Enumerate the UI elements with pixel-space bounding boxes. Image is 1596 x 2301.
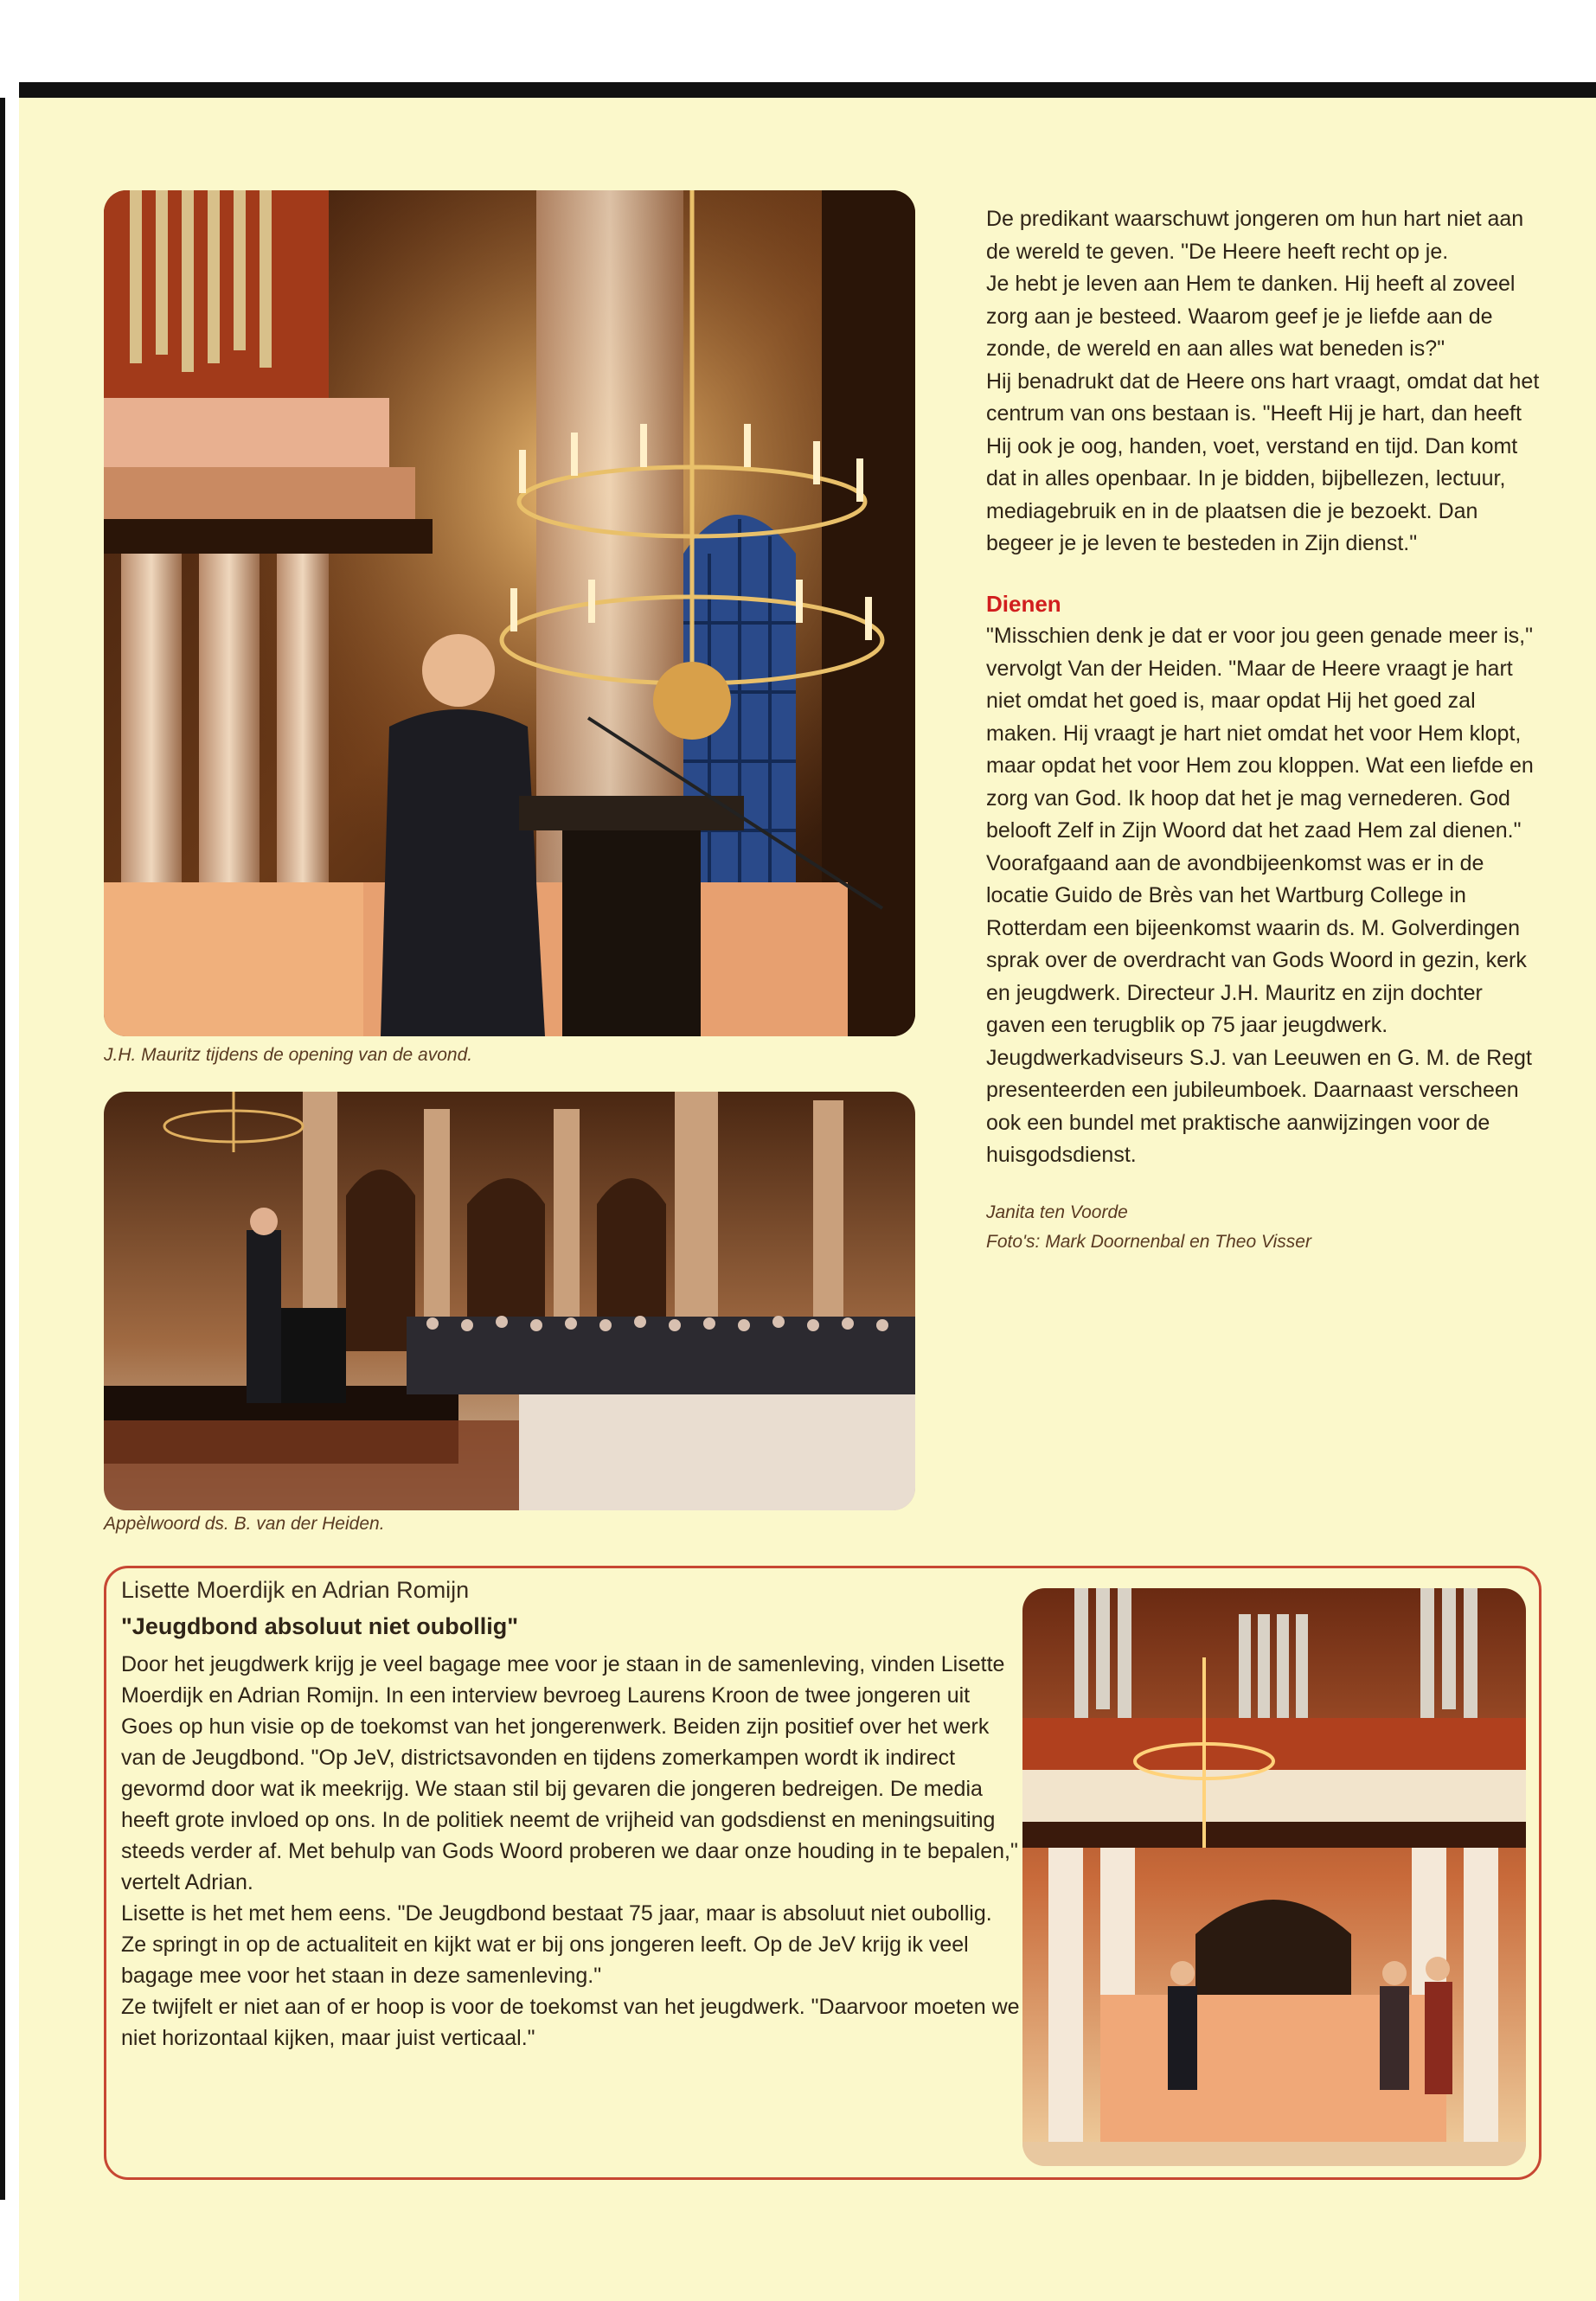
page-edge-shadow [0,98,5,2200]
article-paragraph: "Misschien denk je dat er voor jou geen genade meer is," vervolgt Van der Heiden. "Maar de Heere vraagt je hart niet omdat het goed is, maar opdat Hij het goed zal maken. Hij vraagt je hart niet omdat het voor Hem klopt, maar opdat het voor Hem zou kloppen. Wat een liefde en zorg van God. Ik hoop dat het je mag vernederen. God belooft Zelf in Zijn Woord dat het zaad Hem zal dienen." [986,624,1534,843]
photo1-caption: J.H. Mauritz tijdens de opening van de avond. [104,1045,473,1065]
section-heading: Dienen [986,590,1061,617]
interview-paragraph: Lisette is het met hem eens. "De Jeugdbond bestaat 75 jaar, maar is absoluut niet oubollig. Ze springt in op de actualiteit en kijkt wat er bij ons jongeren leeft. Op de JeV krijg ik veel bagage mee voor het staan in deze samenleving." [121,1901,992,1988]
article-paragraph: De predikant waarschuwt jongeren om hun hart niet aan de wereld te geven. "De Heere heeft recht op je. [986,207,1524,264]
photo-credit: Foto's: Mark Doornenbal en Theo Visser [986,1231,1311,1252]
article-paragraph: Je hebt je leven aan Hem te danken. Hij heeft al zoveel zorg aan je besteed. Waarom geef je je liefde aan de zonde, de wereld en aan alles wat beneden is?" [986,272,1516,361]
article-paragraph: Voorafgaand aan de avondbijeenkomst was er in de locatie Guido de Brès van het Wartburg College in Rotterdam een bijeenkomst waarin ds. M. Golverdingen sprak over de overdracht van Gods Woord in gezin, kerk en jeugdwerk. Directeur J.H. Mauritz en zijn dochter gaven een terugblik op 75 jaar jeugdwerk. Jeugdwerkadviseurs S.J. van Leeuwen en G. M. de Regt presenteerden een jubileumboek. Daarnaast verscheen ook een bundel met praktische aanwijzingen voor de huisgodsdienst. [986,850,1532,1167]
author-credit: Janita ten Voorde [986,1202,1128,1222]
interview-kicker: Lisette Moerdijk en Adrian Romijn [121,1577,470,1603]
interview-paragraph: Ze twijfelt er niet aan of er hoop is voor de toekomst van het jeugdwerk. "Daarvoor moeten we niet horizontaal kijken, maar juist verticaal." [121,1995,1020,2050]
photo2-caption: Appèlwoord ds. B. van der Heiden. [104,1514,385,1534]
interview-title: "Jeugdbond absoluut niet oubollig" [121,1613,519,1639]
photo-organ-interview [1022,1588,1526,2166]
article-paragraph: Hij benadrukt dat de Heere ons hart vraagt, omdat dat het centrum van ons bestaan is. "Heeft Hij je hart, dan heeft Hij ook je oog, handen, voet, verstand en tijd. Dan komt dat in alles openbaar. In je bidden, bijbellezen, lectuur, mediagebruik en in de plaatsen die je bezoekt. Dan begeer je je leven te besteden in Zijn dienst." [986,369,1540,555]
article-column [986,203,1540,1257]
interview-paragraph: Door het jeugdwerk krijg je veel bagage mee voor je staan in de samenleving, vinden Lisette Moerdijk en Adrian Romijn. In een interview bevroeg Laurens Kroon de twee jongeren uit Goes op hun visie op de toekomst van het jongerenwerk. Beiden zijn positief over het werk van de Jeugdbond. "Op JeV, districtsavonden en tijdens zomerkampen wordt ik indirect gevormd door wat ik meekrijg. We staan stil bij gevaren die jongeren bedreigen. De media heeft grote invloed op ons. In de politiek neemt de vrijheid van godsdienst en meningsuiting steeds verder af. Met behulp van Gods Woord proberen we daar onze houding in te bepalen," vertelt Adrian. [121,1652,1018,1894]
photo-appeal-word [104,1092,915,1510]
photo-speaker-opening [104,190,915,1036]
interview-text [121,1574,1021,2054]
